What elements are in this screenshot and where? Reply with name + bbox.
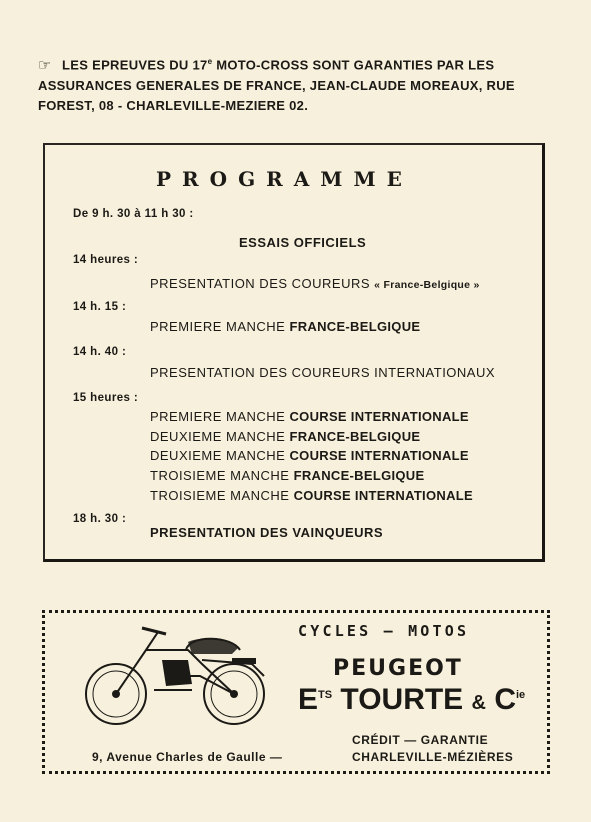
item-emphasis: COURSE INTERNATIONALE bbox=[293, 488, 473, 503]
ampersand: & bbox=[471, 692, 486, 714]
ets-initial: E bbox=[298, 683, 319, 716]
programme-item: PRESENTATION DES VAINQUEURS bbox=[150, 525, 384, 540]
notice-text-a: LES EPREUVES DU 17 bbox=[62, 57, 208, 73]
item-emphasis: FRANCE-BELGIQUE bbox=[293, 468, 425, 483]
item-text: TROISIEME MANCHE bbox=[150, 468, 294, 483]
dealer-name bbox=[298, 683, 525, 717]
item-text: PRESENTATION DES COUREURS bbox=[150, 276, 375, 291]
programme-item bbox=[150, 276, 480, 291]
programme-item: ESSAIS OFFICIELS bbox=[239, 235, 367, 250]
item-text: PREMIERE MANCHE bbox=[150, 409, 290, 424]
cycles-motos-heading: CYCLES – MOTOS bbox=[298, 622, 470, 640]
item-text: TROISIEME MANCHE bbox=[150, 488, 294, 503]
programme-item bbox=[150, 448, 469, 463]
programme-item bbox=[150, 429, 420, 444]
item-text: PREMIERE MANCHE bbox=[150, 319, 290, 334]
ets-superscript: TS bbox=[318, 689, 333, 701]
peugeot-brand: PEUGEOT bbox=[333, 656, 463, 681]
item-emphasis: COURSE INTERNATIONALE bbox=[289, 409, 469, 424]
time-slot: 14 h. 40 : bbox=[73, 346, 127, 358]
notice-superscript: e bbox=[207, 57, 213, 66]
item-emphasis: COURSE INTERNATIONALE bbox=[289, 448, 469, 463]
company-initial: C bbox=[485, 683, 516, 716]
time-slot: 14 heures : bbox=[73, 254, 139, 266]
item-text: DEUXIEME MANCHE bbox=[150, 448, 290, 463]
programme-item bbox=[150, 488, 473, 503]
time-slot: De 9 h. 30 à 11 h 30 : bbox=[73, 208, 194, 220]
time-slot: 15 heures : bbox=[73, 392, 139, 404]
item-emphasis: FRANCE-BELGIQUE bbox=[289, 319, 421, 334]
dealer-surname: TOURTE bbox=[332, 683, 472, 716]
programme-title: PROGRAMME bbox=[156, 167, 413, 191]
programme-item bbox=[150, 468, 424, 483]
company-superscript: ie bbox=[515, 689, 526, 701]
time-slot: 18 h. 30 : bbox=[73, 513, 127, 525]
item-emphasis: FRANCE-BELGIQUE bbox=[289, 429, 421, 444]
dealer-city: CHARLEVILLE-MÉZIÈRES bbox=[352, 750, 514, 764]
dealer-address: 9, Avenue Charles de Gaulle — bbox=[92, 750, 283, 764]
time-slot: 14 h. 15 : bbox=[73, 301, 127, 313]
pointing-hand-icon: ☞ bbox=[38, 57, 52, 75]
programme-item bbox=[150, 409, 469, 424]
notice-text-b: MOTO-CROSS SONT GARANTIES PAR LES ASSURANCES GENERALES DE FRANCE, JEAN-CLAUDE MOREAUX, RUE FOREST, 08 - CHARLEVILLE-MEZIERE 02. bbox=[38, 57, 515, 114]
programme-item bbox=[150, 319, 420, 334]
item-text: DEUXIEME MANCHE bbox=[150, 429, 290, 444]
credit-guarantee: CRÉDIT — GARANTIE bbox=[352, 733, 489, 747]
motorcycle-illustration bbox=[82, 620, 272, 732]
item-emphasis: « France-Belgique » bbox=[374, 279, 480, 291]
programme-item: PRESENTATION DES COUREURS INTERNATIONAUX bbox=[150, 365, 496, 380]
insurance-notice bbox=[38, 52, 550, 116]
